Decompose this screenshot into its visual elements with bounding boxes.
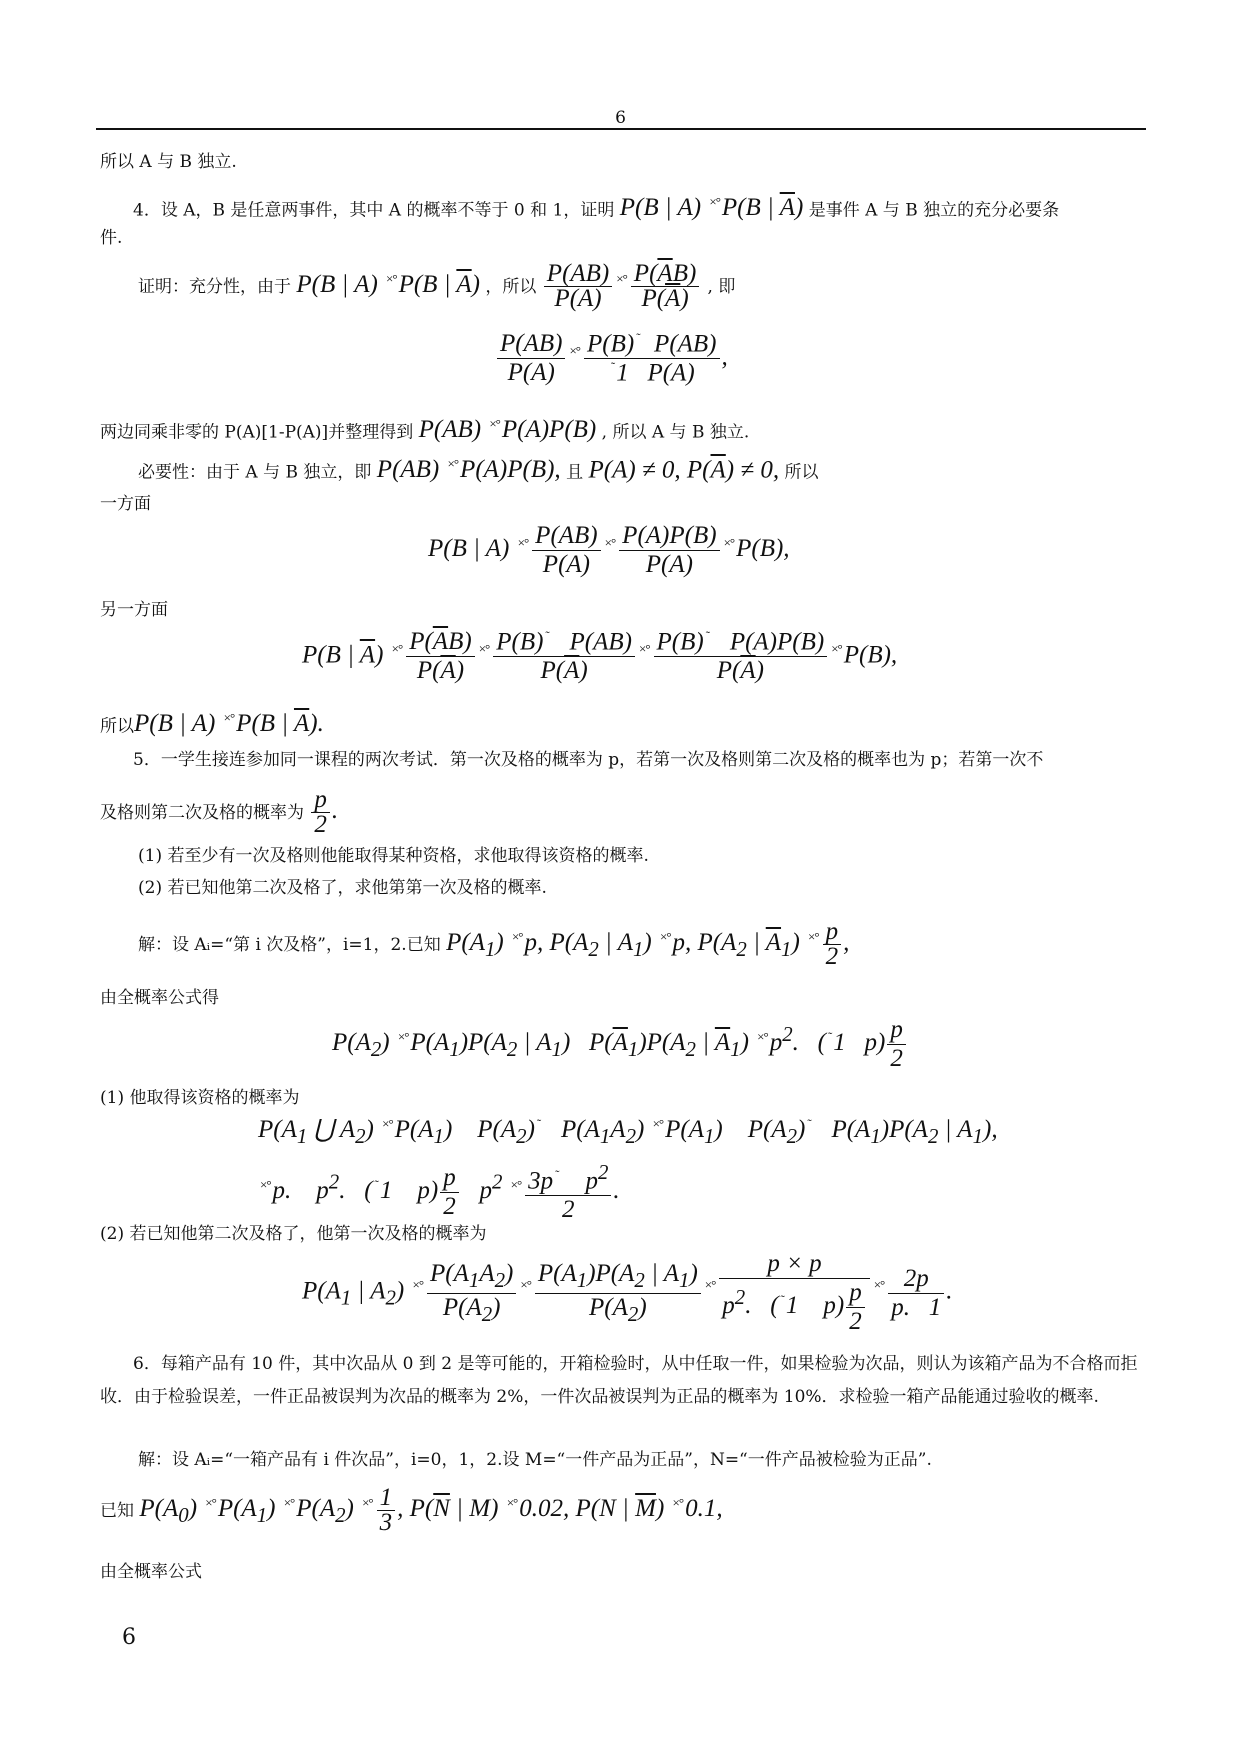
q4-text-c: 件. <box>100 228 123 248</box>
necessity-text: 必要性：由于 A 与 B 独立，即 <box>138 462 372 483</box>
q5-fraction: $\frac{p}{2}$ . <box>309 797 338 824</box>
so-text: 所以 <box>100 716 134 737</box>
equation-suff-2: $\frac{P(AB)}{P(A)}$ ×° $\frac{P(B) ^˜ P(AB)}{^˜1 P(A)}$ , <box>495 330 728 388</box>
both-sides-conclusion: , 所以 A 与 B 独立. <box>601 422 750 443</box>
proof-sufficiency <box>138 262 735 311</box>
header-page-number: 6 <box>615 108 626 128</box>
sol6-text: 解：设 Aᵢ=“一箱产品有 i 件次品”，i=0，1，2.设 M=“一件产品为正品”，N=“一件产品被检验为正品”. <box>138 1450 932 1470</box>
part1-label: (1) 他取得该资格的概率为 <box>100 1088 300 1108</box>
necessity-eq: P(AB) ×°P(A)P(B), <box>376 456 561 484</box>
both-sides-eq: P(AB) ×°P(A)P(B) <box>418 416 597 444</box>
q4-text <box>133 190 1059 222</box>
proof-suff-label: 证明：充分性，由于 <box>138 277 291 298</box>
q5-line-b <box>100 788 338 837</box>
proof-suff-eq1: P(B | A) ×°P(B | $\overline{A}$) <box>296 270 480 299</box>
known-text: 已知 <box>100 1501 134 1522</box>
q5-text-b: 及格则第二次及格的概率为 <box>100 803 304 824</box>
sol5-line <box>138 920 849 969</box>
necessity-eq2: P(A) ≠ 0, $P(\overline{A}) \ne 0$, <box>588 456 780 484</box>
proof-suff-eq2: $\frac{P(AB)}{P(A)}$ ×° $\frac{P(\overline{A}B)}{P(\overline{A})}$ <box>542 271 708 298</box>
so-eq: P(B | A) ×°P(B | $\overline{A}$). <box>134 710 324 738</box>
necessity-and: 且 <box>566 462 584 483</box>
total-prob-label-2: 由全概率公式 <box>100 1562 202 1582</box>
q5-part1: (1) 若至少有一次及格则他能取得某种资格，求他取得该资格的概率. <box>138 846 649 866</box>
equation-total-prob: $P(A_2)$ $^{\times^\circ}P(A_1)P(A_2$ | $A_1$) $P(\overline{A}_1)P(A_2$ | $\overline{A}_1$) $^{\times^\circ}p^2$. ( ˜1 p) $\frac{p}{2}$ <box>332 1016 908 1073</box>
necessity-line <box>138 452 819 484</box>
so-line <box>100 706 324 738</box>
equation-one-side: P(B | A) ×° $\frac{P(AB)}{P(A)}$ ×° $\frac{P(A)P(B)}{P(A)}$ ×°P(B), <box>428 522 790 578</box>
proof-suff-ie: , 即 <box>707 277 736 298</box>
line-independent: 所以 A 与 B 独立. <box>100 152 237 172</box>
q4-text-a: 4．设 A，B 是任意两事件，其中 A 的概率不等于 0 和 1，证明 <box>133 200 615 221</box>
q4-text-b: 是事件 A 与 B 独立的充分必要条 <box>808 200 1060 221</box>
total-prob-label: 由全概率公式得 <box>100 988 219 1008</box>
necessity-so: 所以 <box>784 462 819 483</box>
part2-label: (2) 若已知他第二次及格了，他第一次及格的概率为 <box>100 1224 487 1244</box>
equation-part2: $P(A_1$ | $A_2$) ×° $\frac{P(A_1A_2)}{P(A_2)}$ ×° $\frac{P(A_1)P(A_2 | A_1)}{P(A_2)}$ ×° p × p $p^2$. ( ˜1 p) $\frac{p}{2}$ ×° $\frac{2p}{p. 1}$ . <box>302 1250 953 1335</box>
q5-text-a: 5．一学生接连参加同一课程的两次考试．第一次及格的概率为 p，若第一次及格则第二次及格的概率也为 p；若第一次不 <box>133 750 1044 770</box>
one-side-label: 一方面 <box>100 494 151 514</box>
q5-part2: (2) 若已知他第二次及格了，求他第第一次及格的概率. <box>138 878 547 898</box>
known-line <box>100 1486 723 1535</box>
equation-other-side: P(B | $\overline{A}$) ×° $\frac{P(\overline{A}B)}{P(\overline{A})}$ ×° $\frac{P(B) ^˜ P(AB)}{P(\overline{A})}$ ×° $\frac{P(B) ^˜ P(A)P(B)}{P(\overline{A})}$ ×°P(B), <box>302 628 898 685</box>
sol5-eq: $P(A_1)$ ×°p, $P(A_2$ | $A_1$) ×°p, $P(A_2$ | $\overline{A}_1$) ×° $\frac{p}{2}$ , <box>446 918 850 970</box>
known-eq: $P(A_0)$ $^{\times^\circ}P(A_1)$ $^{\times^\circ}P(A_2)$ ×° $\frac{1}{3}$ , $P(\overline{N}$ | M) ×°0.02, P(N | $\overline{M}$) ×°0.1, <box>139 1484 723 1536</box>
sol5-text: 解：设 Aᵢ=“第 i 次及格”，i=1，2.已知 <box>138 935 441 956</box>
both-sides-text: 两边同乘非零的 P(A)[1-P(A)]并整理得到 <box>100 422 414 443</box>
proof-suff-so: ，所以 <box>485 277 537 298</box>
footer-page-number: 6 <box>122 1625 136 1650</box>
both-sides-line <box>100 412 749 444</box>
header-rule <box>96 128 1146 130</box>
other-side-label: 另一方面 <box>100 600 168 620</box>
equation-part1-b: ×°p. $p^2$. ( ˜1 p) $\frac{p}{2}$ $p^2$ ×° $\frac{3p ^˜ p^2}{2}$ . <box>260 1160 620 1224</box>
q4-formula: P(B | A) ×°P(B | $\overline{A}$) <box>619 194 804 222</box>
q6-text: 6．每箱产品有 10 件，其中次品从 0 到 2 是等可能的，开箱检验时，从中任取一件，如果检验为次品，则认为该箱产品为不合格而拒收．由于检验误差，一件正品被误判为次品的概率为 2%，一件次品被误判为正品的概率为 10%．求检验一箱产品能通过验收的概率. <box>100 1354 1138 1407</box>
equation-part1-a: $P(A_1$ ⋃ $A_2$) $^{\times^\circ}P(A_1)$ $P(A_2)$ ˜ $P(A_1A_2)$ $^{\times^\circ}P(A_1)$ $P(A_2)$ ˜ $P(A_1)P(A_2$ | $A_1$), <box>258 1115 998 1148</box>
